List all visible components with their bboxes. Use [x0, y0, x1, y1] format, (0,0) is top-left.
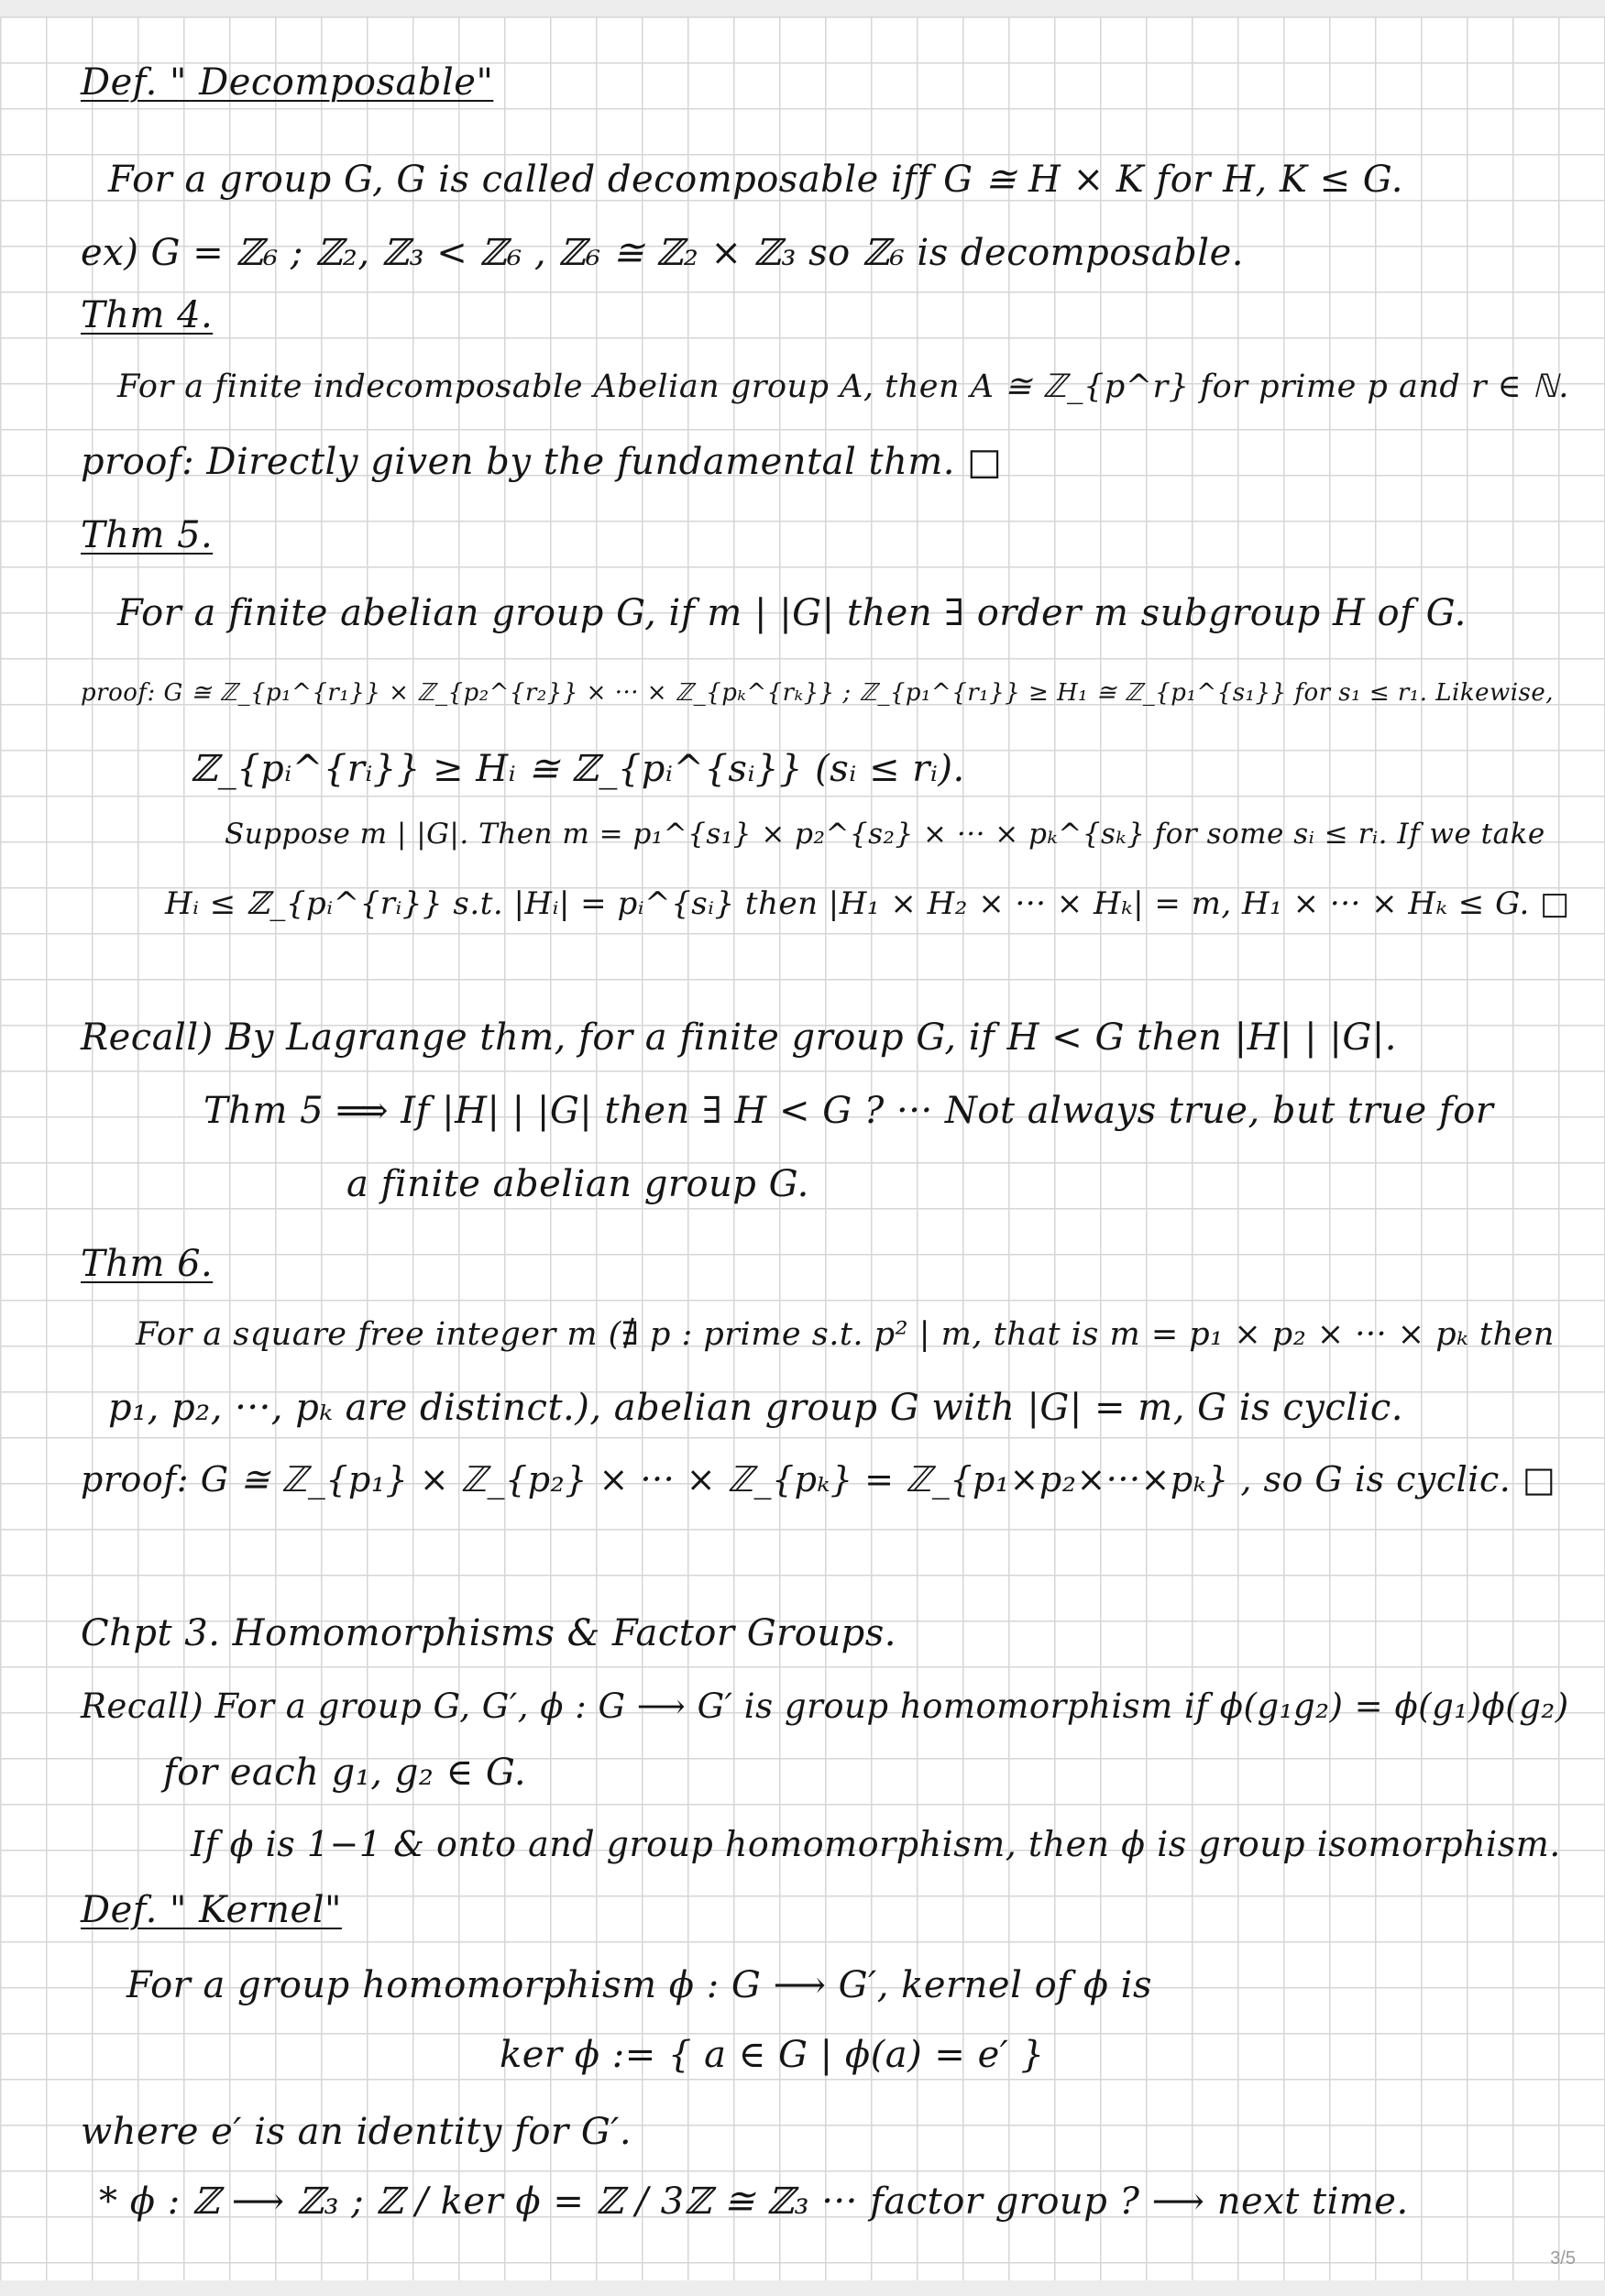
decomposable-definition: For a group G, G is called decomposable iff G ≅ H × K for H, K ≤ G. — [108, 159, 1404, 201]
recall-homomorphism: Recall) For a group G, G′, ϕ : G ⟶ G′ is group homomorphism if ϕ(g₁g₂) = ϕ(g₁)ϕ(g₂) — [81, 1686, 1569, 1726]
thm5-converse-note: Thm 5 ⟹ If |H| | |G| then ∃ H < G ? ··· Not always true, but true for — [203, 1090, 1494, 1132]
thm5-converse-note-cont: a finite abelian group G. — [346, 1163, 809, 1205]
thm6-heading: Thm 6. — [81, 1243, 214, 1285]
thm5-proof-line1: proof: G ≅ ℤ_{p₁^{r₁}} × ℤ_{p₂^{r₂}} × ··· × ℤ_{pₖ^{rₖ}} ; ℤ_{p₁^{r₁}} ≥ H₁ ≅ ℤ_{p₁^{s₁}} for s₁ ≤ r₁. Likewise, — [81, 679, 1555, 707]
def-decomposable-heading: Def. " Decomposable" — [81, 61, 494, 104]
def-kernel-heading: Def. " Kernel" — [81, 1889, 342, 1931]
thm5-proof-line2: ℤ_{pᵢ^{rᵢ}} ≥ Hᵢ ≅ ℤ_{pᵢ^{sᵢ}} (sᵢ ≤ rᵢ). — [191, 748, 965, 790]
kernel-formula: ker ϕ := { a ∈ G | ϕ(a) = e′ } — [500, 2034, 1045, 2076]
thm5-heading: Thm 5. — [81, 514, 214, 556]
kernel-identity-note: where e′ is an identity for G′. — [81, 2111, 632, 2153]
thm4-proof: proof: Directly given by the fundamental thm. □ — [81, 441, 1003, 483]
thm6-proof: proof: G ≅ ℤ_{p₁} × ℤ_{p₂} × ··· × ℤ_{pₖ} = ℤ_{p₁×p₂×···×pₖ} , so G is cyclic. □ — [81, 1459, 1556, 1500]
isomorphism-note: If ϕ is 1−1 & onto and group homomorphism, then ϕ is group isomorphism. — [191, 1824, 1561, 1864]
recall-homomorphism-cont: for each g₁, g₂ ∈ G. — [163, 1752, 527, 1794]
thm4-heading: Thm 4. — [81, 294, 214, 336]
decomposable-example: ex) G = ℤ₆ ; ℤ₂, ℤ₃ < ℤ₆ , ℤ₆ ≅ ℤ₂ × ℤ₃ so ℤ₆ is decomposable. — [81, 232, 1244, 274]
factor-group-preview: * ϕ : ℤ ⟶ ℤ₃ ; ℤ / ker ϕ = ℤ / 3ℤ ≅ ℤ₃ ··· factor group ? ⟶ next time. — [99, 2181, 1409, 2223]
recall-lagrange: Recall) By Lagrange thm, for a finite group G, if H < G then |H| | |G|. — [81, 1016, 1397, 1059]
chapter3-title: Chpt 3. Homomorphisms & Factor Groups. — [81, 1612, 896, 1654]
thm6-statement-line2: p₁, p₂, ···, pₖ are distinct.), abelian group G with |G| = m, G is cyclic. — [108, 1387, 1403, 1429]
kernel-definition: For a group homomorphism ϕ : G ⟶ G′, kernel of ϕ is — [126, 1964, 1152, 2006]
page-number: 3/5 — [1550, 2248, 1576, 2269]
thm5-proof-line3: Suppose m | |G|. Then m = p₁^{s₁} × p₂^{s₂} × ··· × pₖ^{sₖ} for some sᵢ ≤ rᵢ. If we take — [225, 818, 1545, 851]
thm5-statement: For a finite abelian group G, if m | |G| then ∃ order m subgroup H of G. — [117, 592, 1467, 634]
notebook-page — [0, 16, 1605, 2280]
thm5-proof-line4: Hᵢ ≤ ℤ_{pᵢ^{rᵢ}} s.t. |Hᵢ| = pᵢ^{sᵢ} then |H₁ × H₂ × ··· × Hₖ| = m, H₁ × ··· × Hₖ ≤ G. □ — [165, 885, 1570, 922]
thm4-statement: For a finite indecomposable Abelian group A, then A ≅ ℤ_{p^r} for prime p and r ∈ ℕ. — [117, 368, 1569, 405]
viewer-top-strip — [0, 0, 1605, 16]
viewer-bottom-strip — [0, 2280, 1605, 2296]
thm6-statement-line1: For a square free integer m (∄ p : prime s.t. p² | m, that is m = p₁ × p₂ × ··· × pₖ then — [136, 1316, 1555, 1353]
